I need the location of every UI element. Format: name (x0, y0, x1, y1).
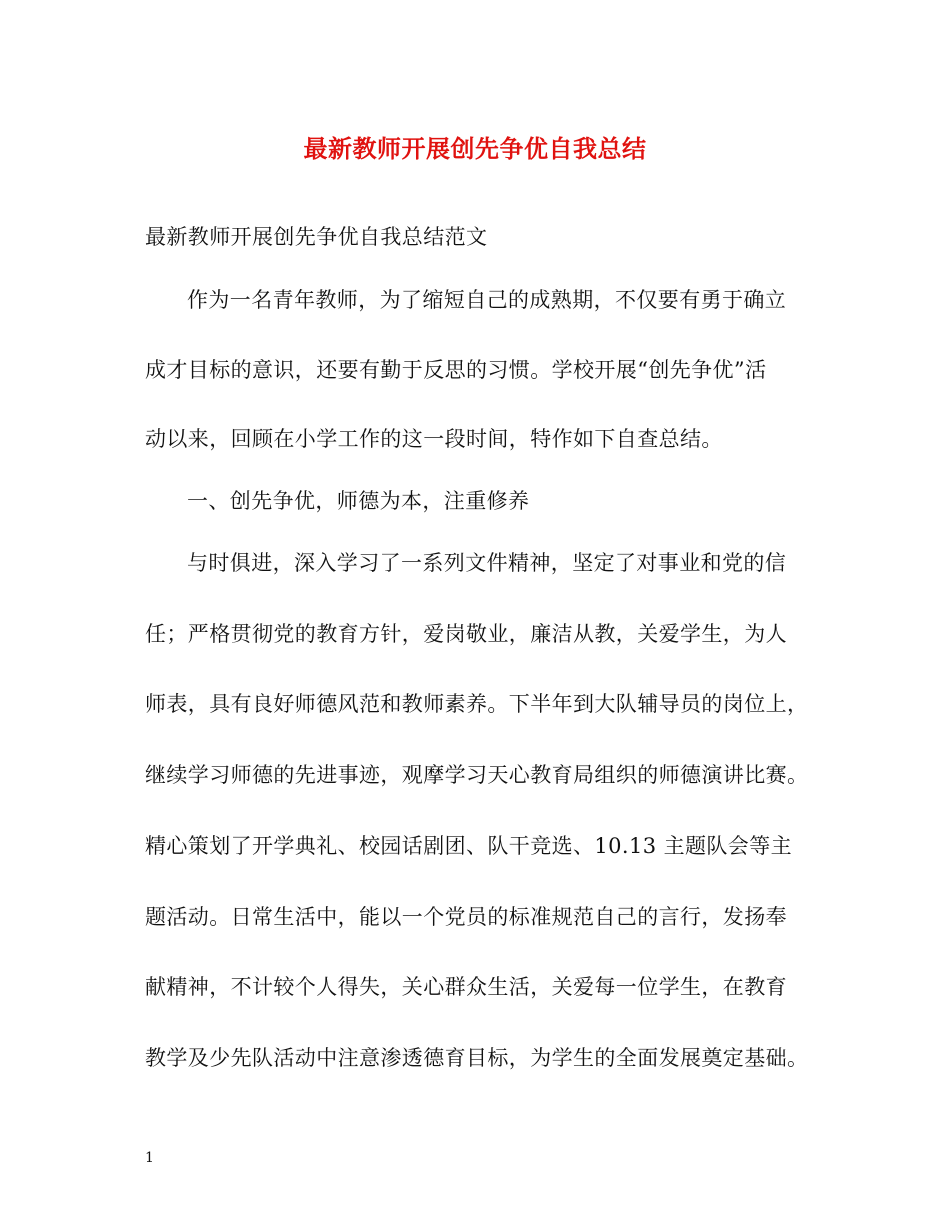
paragraph-line: 题活动。日常生活中，能以一个党员的标准规范自己的言行，发扬奉 (145, 905, 787, 929)
paragraph-line: 动以来，回顾在小学工作的这一段时间，特作如下自查总结。 (145, 427, 723, 451)
paragraph-line: 师表，具有良好师德风范和教师素养。下半年到大队辅导员的岗位上， (145, 692, 809, 716)
paragraph-line: 献精神，不计较个人得失，关心群众生活，关爱每一位学生，在教育 (145, 975, 787, 999)
paragraph-line: 作为一名青年教师，为了缩短自己的成熟期，不仅要有勇于确立 (187, 288, 787, 312)
paragraph-line: 继续学习师德的先进事迹，观摩学习天心教育局组织的师德演讲比赛。 (145, 763, 809, 787)
section-heading: 一、创先争优，师德为本，注重修养 (187, 489, 530, 513)
paragraph-line: 成才目标的意识，还要有勤于反思的习惯。学校开展“创先争优”活 (145, 358, 767, 382)
document-subtitle: 最新教师开展创先争优自我总结范文 (145, 225, 488, 249)
document-title: 最新教师开展创先争优自我总结 (303, 134, 647, 163)
page-number: 1 (145, 1150, 154, 1166)
paragraph-line: 与时俱进，深入学习了一系列文件精神，坚定了对事业和党的信 (187, 551, 787, 575)
paragraph-line: 教学及少先队活动中注意渗透德育目标，为学生的全面发展奠定基础。 (145, 1046, 809, 1070)
paragraph-line: 任；严格贯彻党的教育方针，爱岗敬业，廉洁从教，关爱学生，为人 (145, 622, 787, 646)
paragraph-line: 精心策划了开学典礼、校园话剧团、队干竞选、10.13 主题队会等主 (145, 834, 792, 858)
